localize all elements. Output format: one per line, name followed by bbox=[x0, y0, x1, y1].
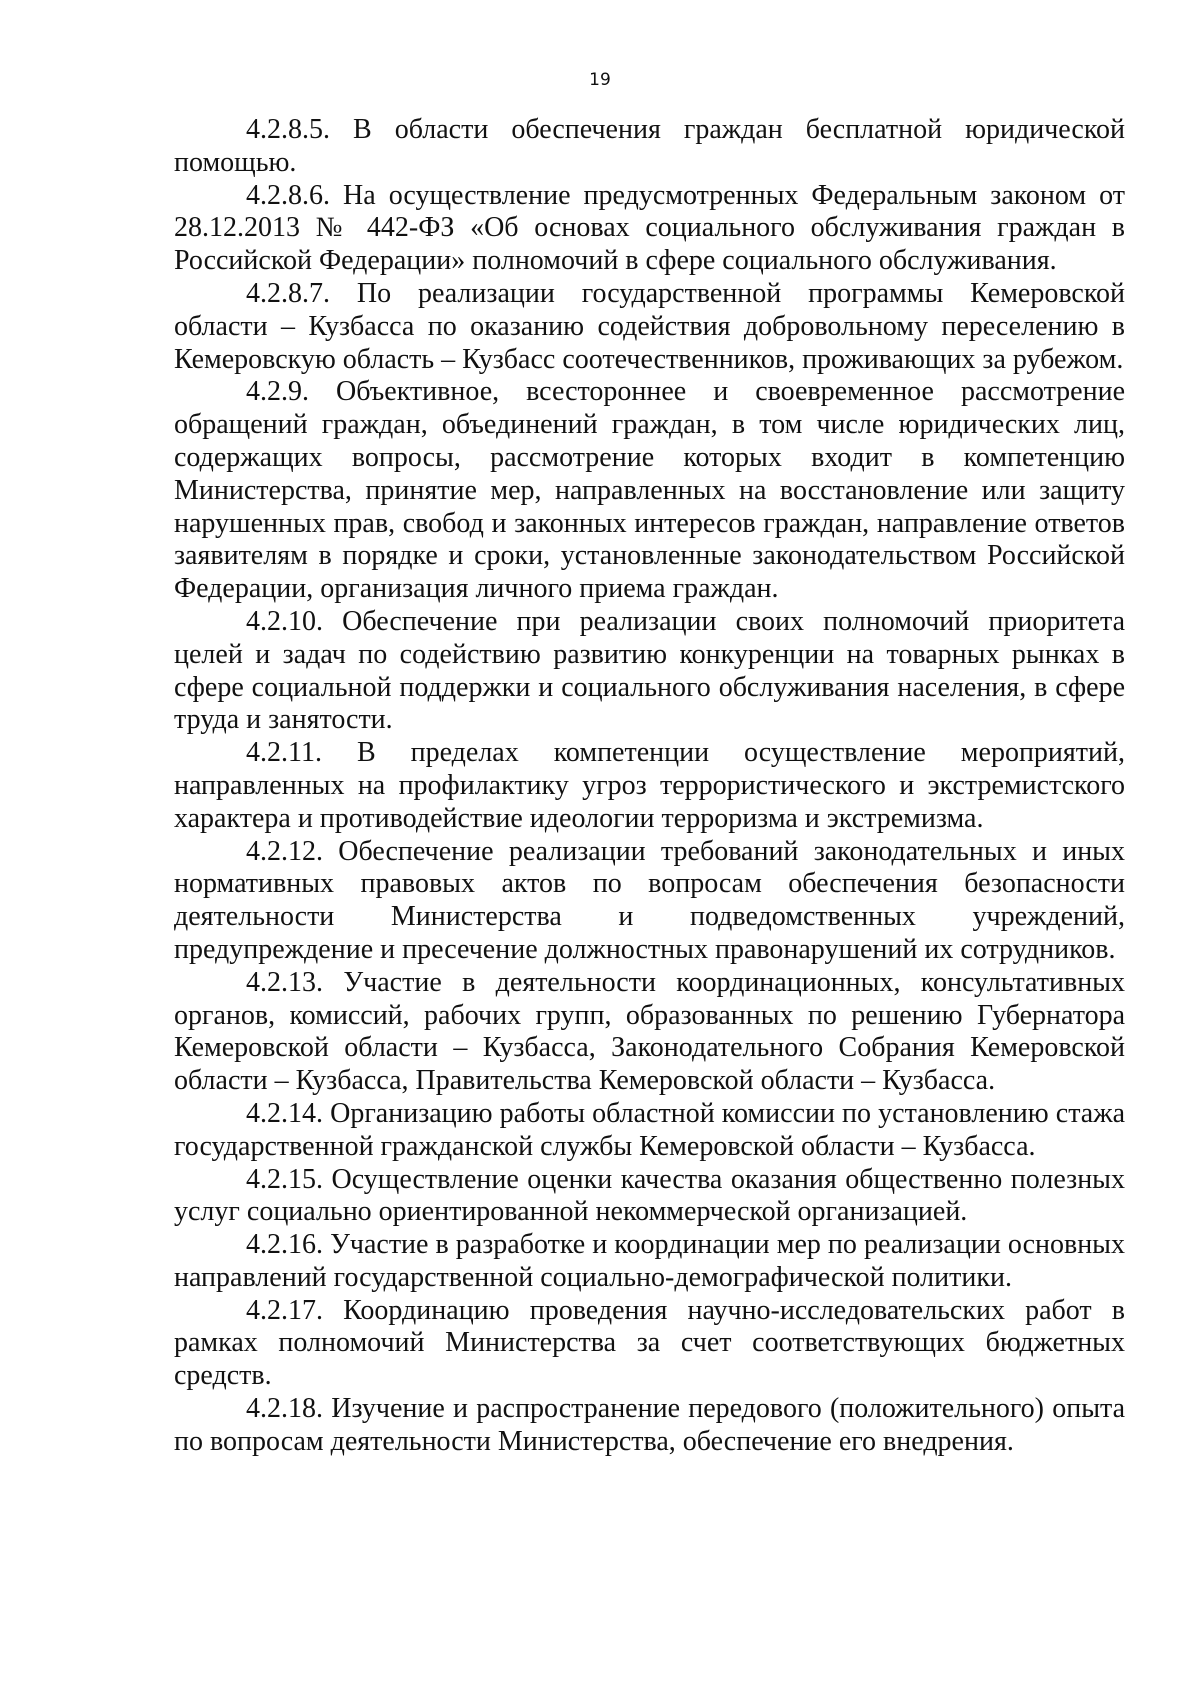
clause-number: 4.2.12. bbox=[246, 835, 323, 867]
paragraph-4-2-13 bbox=[174, 967, 1125, 1098]
clause-text: На осуществление предусмотренных Федеральным законом от 28.12.2013 № 442-ФЗ «Об основах социального обслуживания граждан в Российской Федерации» полномочий в сфере социального обслуживания. bbox=[174, 179, 1126, 277]
page-number: 19 bbox=[589, 70, 611, 90]
paragraph-4-2-8-6 bbox=[174, 180, 1125, 278]
paragraph-4-2-14 bbox=[174, 1098, 1125, 1164]
paragraph-4-2-9 bbox=[174, 376, 1125, 606]
paragraph-4-2-12 bbox=[174, 836, 1125, 967]
paragraph-4-2-11 bbox=[174, 737, 1125, 835]
clause-text: В пределах компетенции осуществление мероприятий, направленных на профилактику угроз террористического и экстремистского характера и противодействие идеологии терроризма и экстремизма. bbox=[174, 737, 1125, 834]
paragraph-4-2-18 bbox=[174, 1393, 1125, 1459]
paragraph-4-2-8-5 bbox=[174, 114, 1125, 180]
clause-text: Обеспечение при реализации своих полномочий приоритета целей и задач по содействию развитию конкуренции на товарных рынках в сфере социальной поддержки и социального обслуживания населения, в сфере труда и занятости. bbox=[174, 605, 1126, 736]
paragraph-4-2-10 bbox=[174, 606, 1125, 737]
paragraph-4-2-17 bbox=[174, 1295, 1125, 1393]
clause-number: 4.2.8.5. bbox=[246, 114, 330, 145]
paragraph-4-2-8-7 bbox=[174, 278, 1125, 376]
clause-text: Участие в разработке и координации мер по реализации основных направлений государственной социально-демографической политики. bbox=[174, 1229, 1125, 1293]
clause-number: 4.2.16. bbox=[246, 1229, 323, 1261]
clause-number: 4.2.18. bbox=[246, 1393, 323, 1425]
paragraph-4-2-15 bbox=[174, 1164, 1125, 1230]
clause-number: 4.2.15. bbox=[246, 1163, 323, 1195]
clause-number: 4.2.17. bbox=[246, 1294, 323, 1326]
clause-text: Обеспечение реализации требований законодательных и иных нормативных правовых актов по вопросам обеспечения безопасности деятельности Министерства и подведомственных учреждений, предупреждение и пресечение должностных правонарушений их сотрудников. bbox=[174, 835, 1125, 965]
clause-text: Координацию проведения научно-исследовательских работ в рамках полномочий Министерства за счет соответствующих бюджетных средств. bbox=[174, 1294, 1125, 1392]
clause-text: По реализации государственной программы Кемеровской области – Кузбасса по оказанию содействия добровольному переселению в Кемеровскую область – Кузбасс соотечественников, проживающих за рубежом. bbox=[174, 277, 1126, 375]
clause-text: Изучение и распространение передового (положительного) опыта по вопросам деятельности Министерства, обеспечение его внедрения. bbox=[174, 1393, 1126, 1457]
clause-text: Объективное, всестороннее и своевременное рассмотрение обращений граждан, объединений граждан, в том числе юридических лиц, содержащих вопросы, рассмотрение которых входит в компетенцию Министерства, принятие мер, направленных на восстановление или защиту нарушенных прав, свобод и законных интересов граждан, направление ответов заявителям в порядке и сроки, установленные законодательством Российской Федерации, организация личного приема граждан. bbox=[174, 376, 1125, 605]
clause-number: 4.2.10. bbox=[246, 605, 323, 637]
clause-text: В области обеспечения граждан бесплатной юридической помощью. bbox=[174, 114, 1126, 178]
clause-text: Участие в деятельности координационных, консультативных органов, комиссий, рабочих групп, образованных по решению Губернатора Кемеровской области – Кузбасса, Законодательного Собрания Кемеровской области – Кузбасса, Правительства Кемеровской области – Кузбасса. bbox=[174, 966, 1125, 1097]
paragraph-4-2-16 bbox=[174, 1229, 1125, 1295]
clause-number: 4.2.9. bbox=[246, 376, 309, 408]
clause-number: 4.2.8.6. bbox=[246, 179, 330, 211]
clause-text: Осуществление оценки качества оказания общественно полезных услуг социально ориентированной некоммерческой организацией. bbox=[174, 1163, 1125, 1228]
clause-number: 4.2.14. bbox=[246, 1097, 323, 1129]
clause-number: 4.2.11. bbox=[246, 737, 322, 769]
clause-number: 4.2.13. bbox=[246, 966, 323, 998]
clause-number: 4.2.8.7. bbox=[246, 277, 330, 309]
document-body bbox=[174, 114, 1125, 1459]
clause-text: Организацию работы областной комиссии по установлению стажа государственной гражданской службы Кемеровской области – Кузбасса. bbox=[174, 1097, 1125, 1162]
